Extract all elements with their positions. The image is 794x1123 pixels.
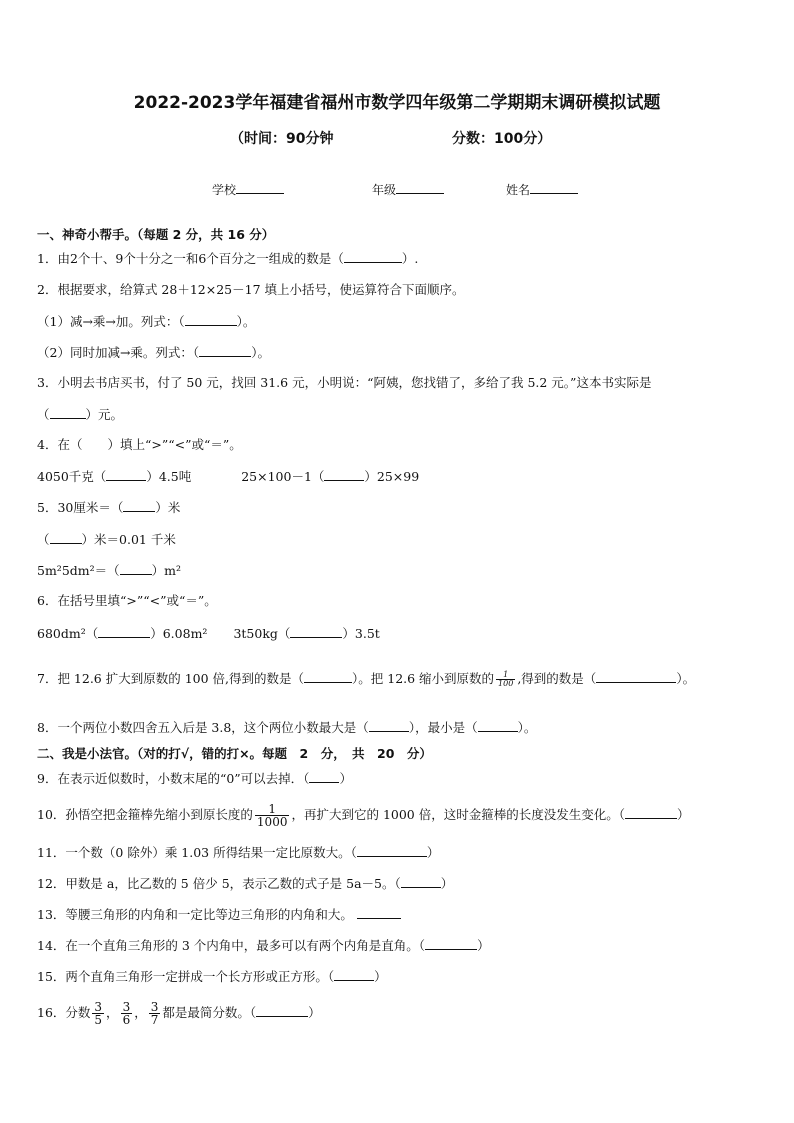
- fraction-1-1000: $\frac{1}{1000}$: [256, 802, 288, 829]
- question-5-part-2: （ ）米＝0.01 千米: [37, 532, 176, 547]
- page-title: 2022-2023学年福建省福州市数学四年级第二学期期末调研模拟试题: [133, 93, 661, 113]
- school-field[interactable]: [212, 181, 284, 198]
- question-9: 9．在表示近似数时，小数末尾的“0”可以去掉．（ ）: [37, 771, 352, 786]
- question-1: 1．由2个十、9个十分之一和6个百分之一组成的数是（ ）.: [37, 251, 419, 266]
- question-5: 5．30厘米＝（ ）米: [37, 500, 181, 515]
- question-7: 7．把 12.6 扩大到原数的 100 倍,得到的数是（ ）。把 12.6 缩小到原数的 $\frac{1}{100}$ ,得到的数是（ ）。: [37, 670, 696, 688]
- answer-blank[interactable]: [596, 670, 676, 683]
- answer-blank[interactable]: [478, 719, 518, 732]
- answer-blank[interactable]: [324, 468, 364, 481]
- school-label: 学校: [212, 183, 237, 197]
- question-10: 10．孙悟空把金箍棒先缩小到原长度的 $\frac{1}{1000}$ ，再扩大到它的 1000 倍，这时金箍棒的长度没发生变化。（ ）: [37, 802, 690, 829]
- name-label: 姓名: [506, 183, 531, 197]
- answer-blank[interactable]: [120, 562, 152, 575]
- answer-blank[interactable]: [401, 875, 441, 888]
- fraction-3-5: $\frac{3}{5}$: [94, 1000, 103, 1027]
- grade-label: 年级: [372, 183, 397, 197]
- answer-blank[interactable]: [50, 531, 82, 544]
- question-16: 16．分数 $\frac{3}{5}$ ， $\frac{3}{6}$ ， $\frac{3}{7}$ 都是最简分数。（ ）: [37, 1000, 321, 1027]
- fraction-3-7: $\frac{3}{7}$: [150, 1000, 159, 1027]
- name-field[interactable]: [506, 181, 578, 198]
- answer-blank[interactable]: [304, 670, 352, 683]
- question-15: 15．两个直角三角形一定拼成一个长方形或正方形。（ ）: [37, 969, 387, 984]
- question-2-part-2: （2）同时加减→乘。列式：（ ）。: [37, 345, 270, 360]
- answer-blank[interactable]: [334, 968, 374, 981]
- name-blank[interactable]: [530, 181, 578, 194]
- answer-blank[interactable]: [344, 250, 402, 263]
- section-1-heading: 一、神奇小帮手。（每题 2 分，共 16 分）: [37, 227, 275, 242]
- answer-blank[interactable]: [425, 937, 477, 950]
- answer-blank[interactable]: [256, 1004, 308, 1017]
- question-13: 13．等腰三角形的内角和一定比等边三角形的内角和大。: [37, 906, 401, 923]
- question-4-items: 4050千克（ ）4.5吨 25×100－1（ ）25×99: [37, 469, 420, 484]
- question-3-answer: （ ）元。: [37, 407, 124, 422]
- question-6: 6．在括号里填“>”“<”或“＝”。: [37, 593, 217, 608]
- score-label: 分数：100分）: [452, 131, 552, 147]
- question-12: 12．甲数是 a，比乙数的 5 倍少 5，表示乙数的式子是 5a－5。（ ）: [37, 876, 454, 891]
- fraction-1-100: $\frac{1}{100}$: [498, 670, 514, 688]
- question-11: 11．一个数（0 除外）乘 1.03 所得结果一定比原数大。（ ）: [37, 845, 440, 860]
- question-14: 14．在一个直角三角形的 3 个内角中，最多可以有两个内角是直角。（ ）: [37, 938, 490, 953]
- answer-blank[interactable]: [625, 806, 677, 819]
- answer-blank[interactable]: [185, 313, 237, 326]
- answer-blank[interactable]: [50, 406, 86, 419]
- fraction-3-6: $\frac{3}{6}$: [122, 1000, 131, 1027]
- answer-blank[interactable]: [290, 625, 342, 638]
- question-8: 8．一个两位小数四舍五入后是 3.8，这个两位小数最大是（ ），最小是（ ）。: [37, 720, 537, 735]
- question-2-part-1: （1）减→乘→加。列式：（ ）。: [37, 314, 256, 329]
- answer-blank[interactable]: [357, 844, 427, 857]
- answer-blank[interactable]: [357, 906, 401, 919]
- question-3: 3．小明去书店买书，付了 50 元，找回 31.6 元，小明说：“阿姨，您找错了，多给了我 5.2 元。”这本书实际是: [37, 375, 652, 390]
- time-label: （时间：90分钟: [230, 131, 334, 147]
- answer-blank[interactable]: [199, 344, 251, 357]
- question-5-part-3: 5m²5dm²＝（ ）m²: [37, 563, 182, 578]
- answer-blank[interactable]: [123, 499, 155, 512]
- question-6-items: 680dm²（ ）6.08m² 3t50kg（ ）3.5t: [37, 626, 380, 641]
- question-2: 2．根据要求，给算式 28＋12×25－17 填上小括号，使运算符合下面顺序。: [37, 282, 465, 297]
- grade-blank[interactable]: [396, 181, 444, 194]
- grade-field[interactable]: [372, 181, 444, 198]
- question-4: 4．在（ ）填上“>”“<”或“＝”。: [37, 437, 242, 452]
- answer-blank[interactable]: [369, 719, 409, 732]
- answer-blank[interactable]: [106, 468, 146, 481]
- school-blank[interactable]: [236, 181, 284, 194]
- answer-blank[interactable]: [309, 770, 339, 783]
- section-2-heading: 二、我是小法官。（对的打√，错的打×。每题 2 分， 共 20 分）: [37, 746, 432, 761]
- answer-blank[interactable]: [98, 625, 150, 638]
